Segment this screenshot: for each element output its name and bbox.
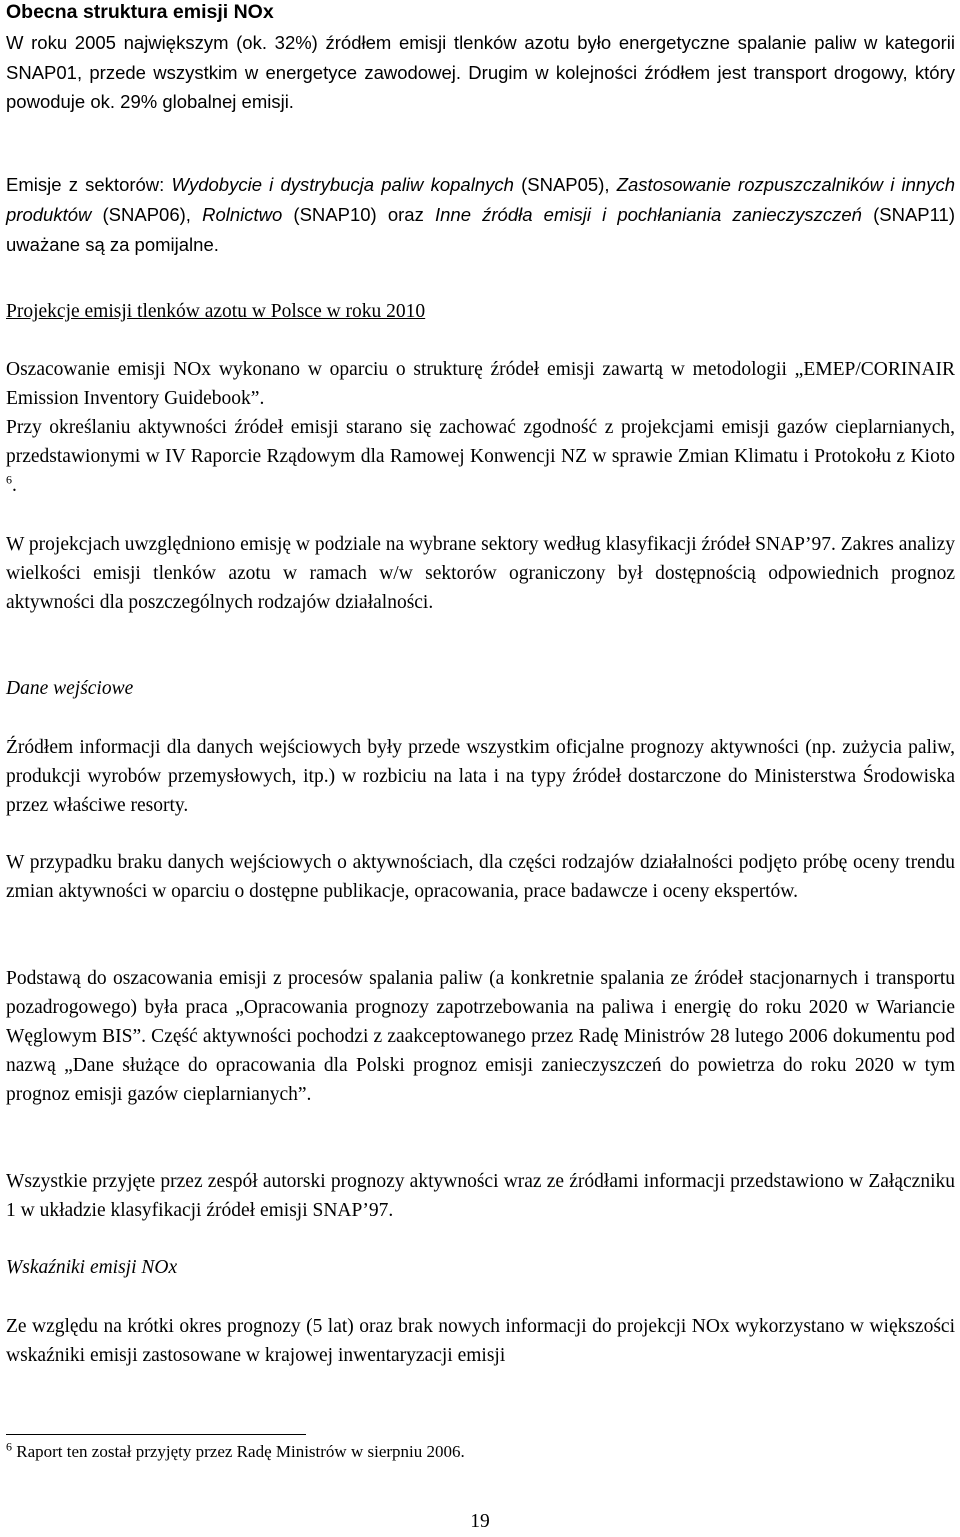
paragraph-missing-data: W przypadku braku danych wejściowych o aktywnościach, dla części rodzajów działalności podjęto próbę oceny trendu zmian aktywności w oparciu o dostępne publikacje, opracowania, prace badawcze i oceny ekspertów. [6, 852, 955, 902]
paragraph-basis: Podstawą do oszacowania emisji z procesów spalania paliw (a konkretnie spalania ze źródeł stacjonarnych i transportu pozadrogowego) była praca „Opracowania prognozy zapotrzebowania na paliwa i energię do roku 2020 w Wariancie Węglowym BIS”. Część aktywności pochodzi z zaakceptowanego przez Radę Ministrów 28 lutego 2006 dokumentu pod nazwą „Dane służące do opracowania dla Polski prognoz emisji zanieczyszczeń do powietrza do roku 2020 w tym prognoz emisji gazów cieplarnianych”. [6, 968, 955, 1105]
text-run: (SNAP11) uważane są za pomijalne. [6, 204, 956, 255]
subheading-input-data: Dane wejściowe [6, 678, 134, 699]
text-run: Emisje z sektorów: [6, 174, 172, 195]
paragraph-factors: Ze względu na krótki okres prognozy (5 lat) oraz brak nowych informacji do projekcji NOx wykorzystano w większości wskaźniki emisji zastosowane w krajowej inwentaryzacji emisji [6, 1316, 955, 1366]
footnote-separator [6, 1434, 306, 1435]
italic-run: Rolnictwo [202, 204, 283, 225]
footnote-mark: 6 [6, 1439, 12, 1454]
italic-run: Inne źródła emisji i pochłaniania zanieczyszczeń [434, 204, 862, 225]
subheading-emission-factors: Wskaźniki emisji NOx [6, 1257, 178, 1278]
footnote-text: Raport ten został przyjęty przez Radę Ministrów w sierpniu 2006. [12, 1442, 465, 1461]
footnote [6, 1441, 465, 1463]
text-run: Przy określaniu aktywności źródeł emisji starano się zachować zgodność z projekcjami emisji gazów cieplarnianych, przedstawionymi w IV Raporcie Rządowym dla Ramowej Konwencji NZ w sprawie Zmian Klimatu i Protokołu z Kioto [6, 417, 955, 467]
subheading-projections: Projekcje emisji tlenków azotu w Polsce w roku 2010 [6, 301, 426, 322]
paragraph-sectors [6, 170, 955, 260]
paragraph-structure: W roku 2005 największym (ok. 32%) źródłem emisji tlenków azotu było energetyczne spalanie paliw w kategorii SNAP01, przede wszystkim w energetyce zawodowej. Drugim w kolejności źródłem jest transport drogowy, który powoduje ok. 29% globalnej emisji. [6, 32, 955, 112]
footnote-reference: 6 [6, 472, 12, 487]
paragraph-snap97: W projekcjach uwzględniono emisję w podziale na wybrane sektory według klasyfikacji źródeł SNAP’97. Zakres analizy wielkości emisji tlenków azotu w ramach w/w sektorów ograniczony był dostępnością odpowiednich prognoz aktywności dla poszczególnych rodzajów działalności. [6, 534, 955, 613]
paragraph-consistency [6, 413, 955, 500]
paragraph-input-sources: Źródłem informacji dla danych wejściowych były przede wszystkim oficjalne prognozy aktywności (np. zużycia paliw, produkcji wyrobów przemysłowych, itp.) w rozbiciu na lata i na typy źródeł dostarczone do Ministerstwa Środowiska przez właściwe resorty. [6, 737, 955, 816]
italic-run: Zastosowanie rozpuszczalników i innych produktów [6, 174, 955, 225]
paragraph-estimation: Oszacowanie emisji NOx wykonano w oparciu o strukturę źródeł emisji zawartą w metodologii „EMEP/CORINAIR Emission Inventory Guidebook”. [6, 359, 955, 409]
section-heading: Obecna struktura emisji NOx [6, 1, 274, 23]
italic-run: Wydobycie i dystrybucja paliw kopalnych [171, 174, 514, 195]
paragraph-appendix: Wszystkie przyjęte przez zespół autorski prognozy aktywności wraz ze źródłami informacji przedstawiono w Załączniku 1 w układzie klasyfikacji źródeł emisji SNAP’97. [6, 1171, 955, 1221]
text-run: (SNAP05), [513, 174, 617, 195]
text-run: (SNAP06), [91, 204, 203, 225]
page-number: 19 [470, 1511, 490, 1532]
text-run: (SNAP10) oraz [282, 204, 435, 225]
text-run: . [12, 475, 17, 496]
